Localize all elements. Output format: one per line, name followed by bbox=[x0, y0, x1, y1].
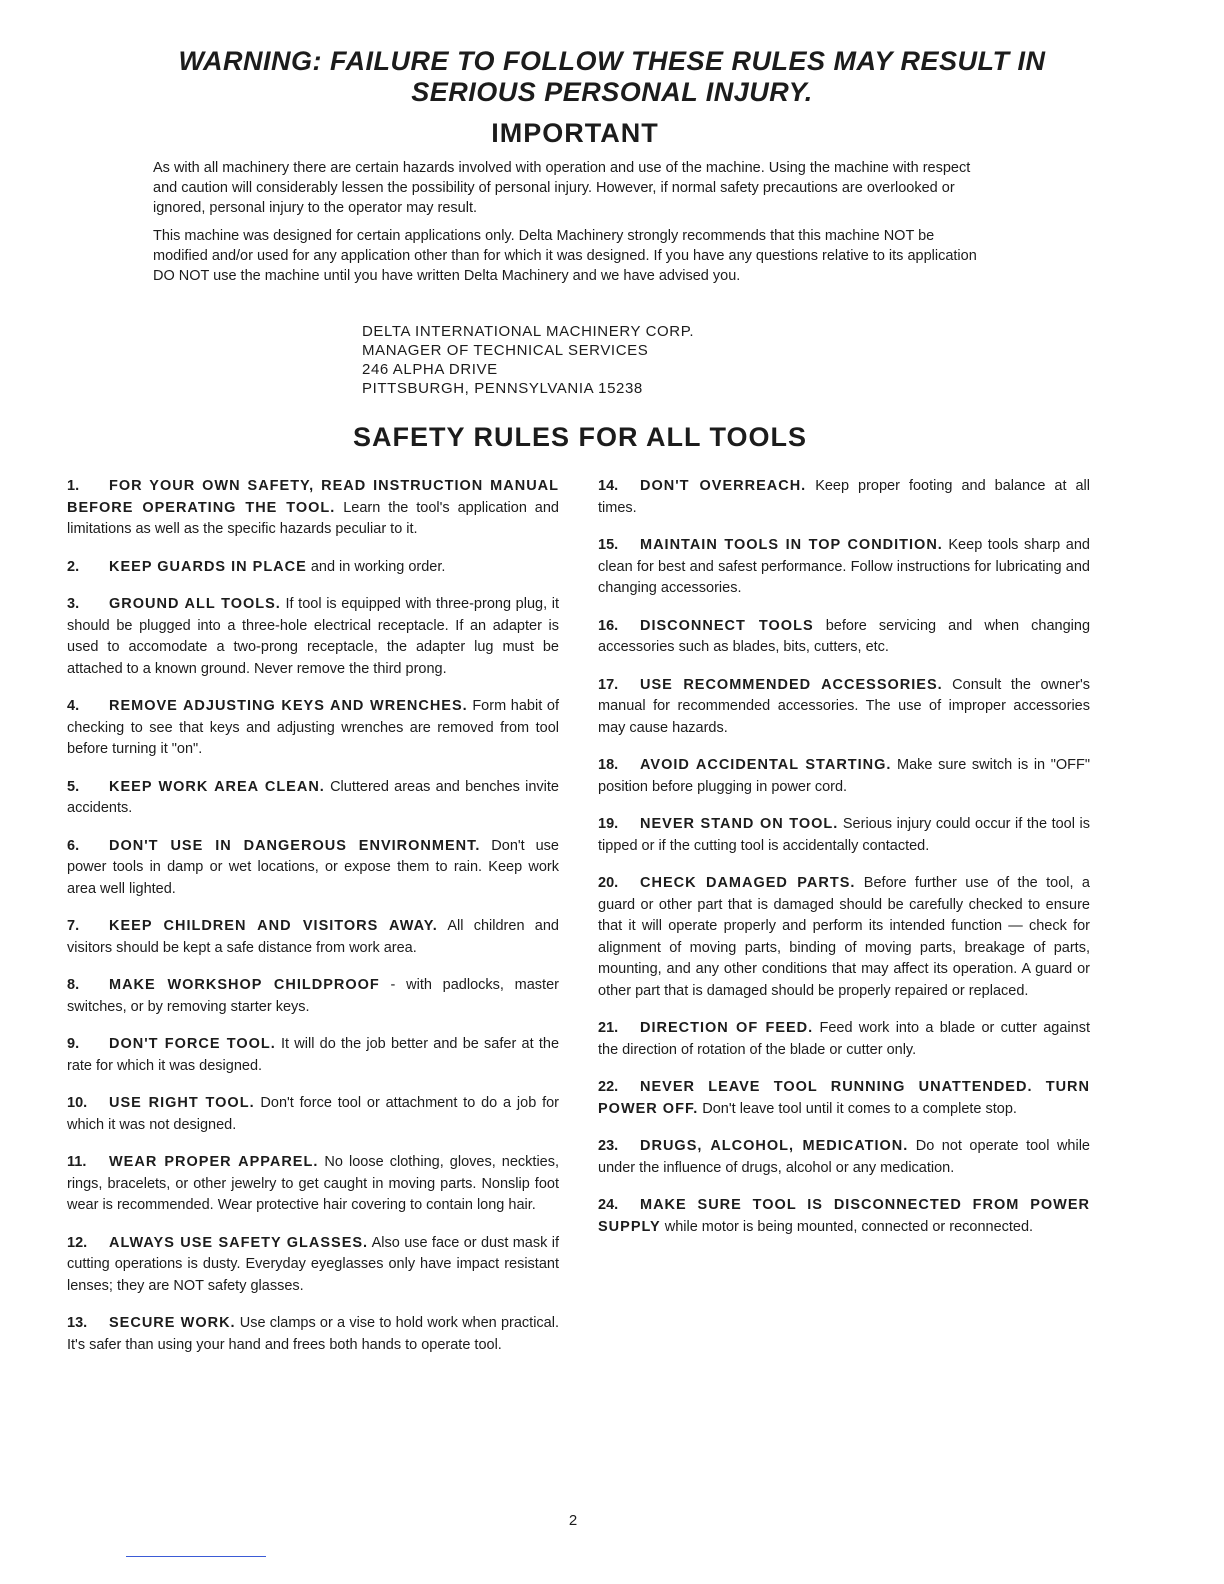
rule-9 bbox=[67, 1034, 559, 1077]
rule-lead: AVOID ACCIDENTAL STARTING. bbox=[640, 757, 892, 773]
rule-lead: MAINTAIN TOOLS IN TOP CONDITION. bbox=[640, 537, 943, 553]
rule-text: - with padlocks, master switches, or by removing starter keys. bbox=[67, 977, 559, 1015]
rule-23 bbox=[598, 1136, 1090, 1179]
intro-paragraph-1: As with all machinery there are certain hazards involved with operation and use of the machine. Using the machine with respect and caution will considerably lessen the possibility of personal injury. However, if normal safety precautions are overlooked or ignored, personal injury to the operator may result. bbox=[153, 160, 971, 216]
rule-4 bbox=[67, 696, 559, 761]
rule-2 bbox=[67, 557, 559, 579]
rule-lead: SECURE WORK. bbox=[109, 1315, 236, 1331]
rule-7 bbox=[67, 916, 559, 959]
rule-1 bbox=[67, 476, 559, 541]
rule-number: 11. bbox=[67, 1154, 87, 1170]
rule-text: Keep tools sharp and clean for best and safest performance. Follow instructions for lubricating and changing accessories. bbox=[598, 537, 1090, 596]
rule-text: Do not operate tool while under the influence of drugs, alcohol or any medication. bbox=[598, 1138, 1090, 1176]
rule-13 bbox=[67, 1313, 559, 1356]
rule-lead: FOR YOUR OWN SAFETY, READ INSTRUCTION MANUAL BEFORE OPERATING THE TOOL. bbox=[67, 478, 559, 516]
rule-number: 10. bbox=[67, 1095, 88, 1111]
rule-text: Don't force tool or attachment to do a job for which it was not designed. bbox=[67, 1095, 559, 1133]
rule-lead: KEEP CHILDREN AND VISITORS AWAY. bbox=[109, 918, 438, 934]
rule-number: 13. bbox=[67, 1315, 88, 1331]
rule-lead: NEVER LEAVE TOOL RUNNING UNATTENDED. TURN POWER OFF. bbox=[598, 1079, 1090, 1117]
rule-number: 18. bbox=[598, 757, 619, 773]
rule-lead: USE RIGHT TOOL. bbox=[109, 1095, 255, 1111]
rule-text: Learn the tool's application and limitations as well as the specific hazards peculiar to it. bbox=[67, 499, 559, 537]
rule-text: Consult the owner's manual for recommended accessories. The use of improper accessories may cause hazards. bbox=[598, 676, 1091, 736]
rule-lead: ALWAYS USE SAFETY GLASSES. bbox=[109, 1234, 369, 1251]
rule-3 bbox=[67, 594, 559, 680]
rule-text: Use clamps or a vise to hold work when practical. It's safer than using your hand and frees both hands to operate tool. bbox=[67, 1315, 559, 1353]
rule-lead: DON'T OVERREACH. bbox=[640, 478, 807, 494]
rule-text: It will do the job better and be safer at the rate for which it was designed. bbox=[67, 1036, 560, 1074]
rule-number: 2. bbox=[67, 558, 80, 575]
rule-number: 23. bbox=[598, 1138, 619, 1154]
address-line-3: 246 ALPHA DRIVE bbox=[362, 361, 498, 378]
rule-text: Feed work into a blade or cutter against the direction of rotation of the blade or cutter only. bbox=[598, 1020, 1090, 1058]
rule-lead: MAKE WORKSHOP CHILDPROOF bbox=[109, 977, 380, 993]
rule-text: Make sure switch is in "OFF" position before plugging in power cord. bbox=[598, 757, 1090, 795]
rule-24 bbox=[598, 1195, 1090, 1238]
rule-8 bbox=[67, 975, 559, 1018]
rule-text: Don't use power tools in damp or wet locations, or expose them to rain. Keep work area well lighted. bbox=[67, 837, 559, 897]
rule-text: Don't leave tool until it comes to a complete stop. bbox=[698, 1100, 1017, 1117]
rule-lead: KEEP WORK AREA CLEAN. bbox=[109, 778, 325, 795]
rules-column-right bbox=[598, 476, 1090, 1254]
rule-number: 14. bbox=[598, 478, 619, 494]
rule-number: 15. bbox=[598, 537, 619, 553]
rules-column-left bbox=[67, 476, 559, 1372]
rule-lead: NEVER STAND ON TOOL. bbox=[640, 816, 839, 832]
rule-text: before servicing and when changing accessories such as blades, bits, cutters, etc. bbox=[598, 617, 1091, 655]
rule-lead: KEEP GUARDS IN PLACE bbox=[109, 558, 307, 575]
rule-6 bbox=[67, 836, 559, 901]
rule-lead: DIRECTION OF FEED. bbox=[640, 1020, 814, 1036]
rule-14 bbox=[598, 476, 1090, 519]
address-line-2: MANAGER OF TECHNICAL SERVICES bbox=[362, 342, 649, 359]
rule-text: Form habit of checking to see that keys and adjusting wrenches are removed from tool before turning it "on". bbox=[67, 698, 559, 757]
rule-number: 7. bbox=[67, 918, 80, 934]
intro-paragraph-2: This machine was designed for certain applications only. Delta Machinery strongly recommends that this machine NOT be modified and/or used for any application other than for which it was designed. If you have any questions relative to its application DO NOT use the machine until you have written Delta Machinery and we have advised you. bbox=[153, 228, 977, 284]
rule-number: 4. bbox=[67, 698, 80, 714]
rule-17 bbox=[598, 675, 1090, 740]
rule-number: 5. bbox=[67, 778, 80, 795]
rule-12 bbox=[67, 1233, 559, 1298]
rule-15 bbox=[598, 535, 1090, 600]
rule-text: while motor is being mounted, connected or reconnected. bbox=[660, 1218, 1034, 1235]
rule-5 bbox=[67, 777, 559, 820]
safety-rules-heading: SAFETY RULES FOR ALL TOOLS bbox=[352, 422, 808, 452]
rule-lead: MAKE SURE TOOL IS DISCONNECTED FROM POWER SUPPLY bbox=[598, 1197, 1090, 1235]
rule-text: All children and visitors should be kept a safe distance from work area. bbox=[67, 918, 559, 956]
rule-number: 22. bbox=[598, 1079, 619, 1095]
rule-lead: GROUND ALL TOOLS. bbox=[109, 596, 281, 612]
rule-number: 16. bbox=[598, 617, 619, 634]
address-line-1: DELTA INTERNATIONAL MACHINERY CORP. bbox=[362, 323, 695, 340]
rule-text: No loose clothing, gloves, neckties, rings, bracelets, or other jewelry to get caught in moving parts. Nonslip foot wear is recommended. Wear protective hair covering to contain long hair. bbox=[67, 1154, 560, 1213]
rule-text: Also use face or dust mask if cutting operations is dusty. Everyday eyeglasses only have impact resistant lenses; they are NOT safety glasses. bbox=[67, 1234, 559, 1294]
rule-21 bbox=[598, 1018, 1090, 1061]
rule-20 bbox=[598, 873, 1090, 1002]
rule-number: 21. bbox=[598, 1020, 619, 1036]
rule-lead: DON'T FORCE TOOL. bbox=[109, 1036, 276, 1052]
rule-lead: DON'T USE IN DANGEROUS ENVIRONMENT. bbox=[109, 837, 481, 854]
rule-text: and in working order. bbox=[306, 558, 446, 575]
rule-number: 9. bbox=[67, 1036, 80, 1052]
rule-lead: REMOVE ADJUSTING KEYS AND WRENCHES. bbox=[109, 698, 468, 714]
rule-number: 24. bbox=[598, 1197, 619, 1213]
rule-text: If tool is equipped with three-prong plug, it should be plugged into a three-hole electrical receptacle. If an adapter is used to accomodate a two-prong receptacle, the adapter lug must be attached to a known ground. Never remove the third prong. bbox=[67, 596, 559, 677]
important-heading: IMPORTANT bbox=[491, 118, 659, 148]
rule-text: Serious injury could occur if the tool is tipped or if the cutting tool is accidentally contacted. bbox=[598, 816, 1091, 854]
important-intro bbox=[153, 158, 993, 294]
rule-number: 6. bbox=[67, 837, 80, 854]
mailing-address bbox=[362, 322, 782, 398]
rule-11 bbox=[67, 1152, 559, 1217]
rule-text: Cluttered areas and benches invite accidents. bbox=[67, 778, 559, 816]
rule-lead: USE RECOMMENDED ACCESSORIES. bbox=[640, 676, 943, 693]
address-line-4: PITTSBURGH, PENNSYLVANIA 15238 bbox=[362, 380, 643, 397]
rule-16 bbox=[598, 616, 1090, 659]
rule-10 bbox=[67, 1093, 559, 1136]
rule-text: Before further use of the tool, a guard or other part that is damaged should be carefully checked to ensure that it will operate properly and perform its intended function — check for alignment of moving parts, binding of moving parts, breakage of parts, mounting, and any other conditions that may affect its operation. A guard or other part that is damaged should be properly repaired or replaced. bbox=[598, 875, 1090, 999]
rule-number: 8. bbox=[67, 977, 80, 993]
rule-number: 12. bbox=[67, 1234, 88, 1251]
page-number: 2 bbox=[568, 1512, 578, 1529]
rule-number: 1. bbox=[67, 478, 80, 494]
rule-lead: WEAR PROPER APPAREL. bbox=[109, 1154, 319, 1170]
warning-line-1: WARNING: FAILURE TO FOLLOW THESE RULES MAY RESULT IN bbox=[178, 46, 1046, 76]
rule-number: 19. bbox=[598, 816, 619, 832]
rule-19 bbox=[598, 814, 1090, 857]
rule-number: 20. bbox=[598, 875, 619, 891]
rule-number: 17. bbox=[598, 676, 619, 693]
warning-line-2: SERIOUS PERSONAL INJURY. bbox=[411, 77, 813, 107]
rule-22 bbox=[598, 1077, 1090, 1120]
rule-lead: DRUGS, ALCOHOL, MEDICATION. bbox=[640, 1138, 909, 1154]
warning-heading bbox=[0, 46, 1224, 108]
footer-divider bbox=[126, 1556, 266, 1557]
rule-text: Keep proper footing and balance at all times. bbox=[598, 478, 1091, 516]
rule-lead: CHECK DAMAGED PARTS. bbox=[640, 875, 856, 891]
rule-number: 3. bbox=[67, 596, 80, 612]
rule-18 bbox=[598, 755, 1090, 798]
rule-lead: DISCONNECT TOOLS bbox=[640, 617, 814, 634]
